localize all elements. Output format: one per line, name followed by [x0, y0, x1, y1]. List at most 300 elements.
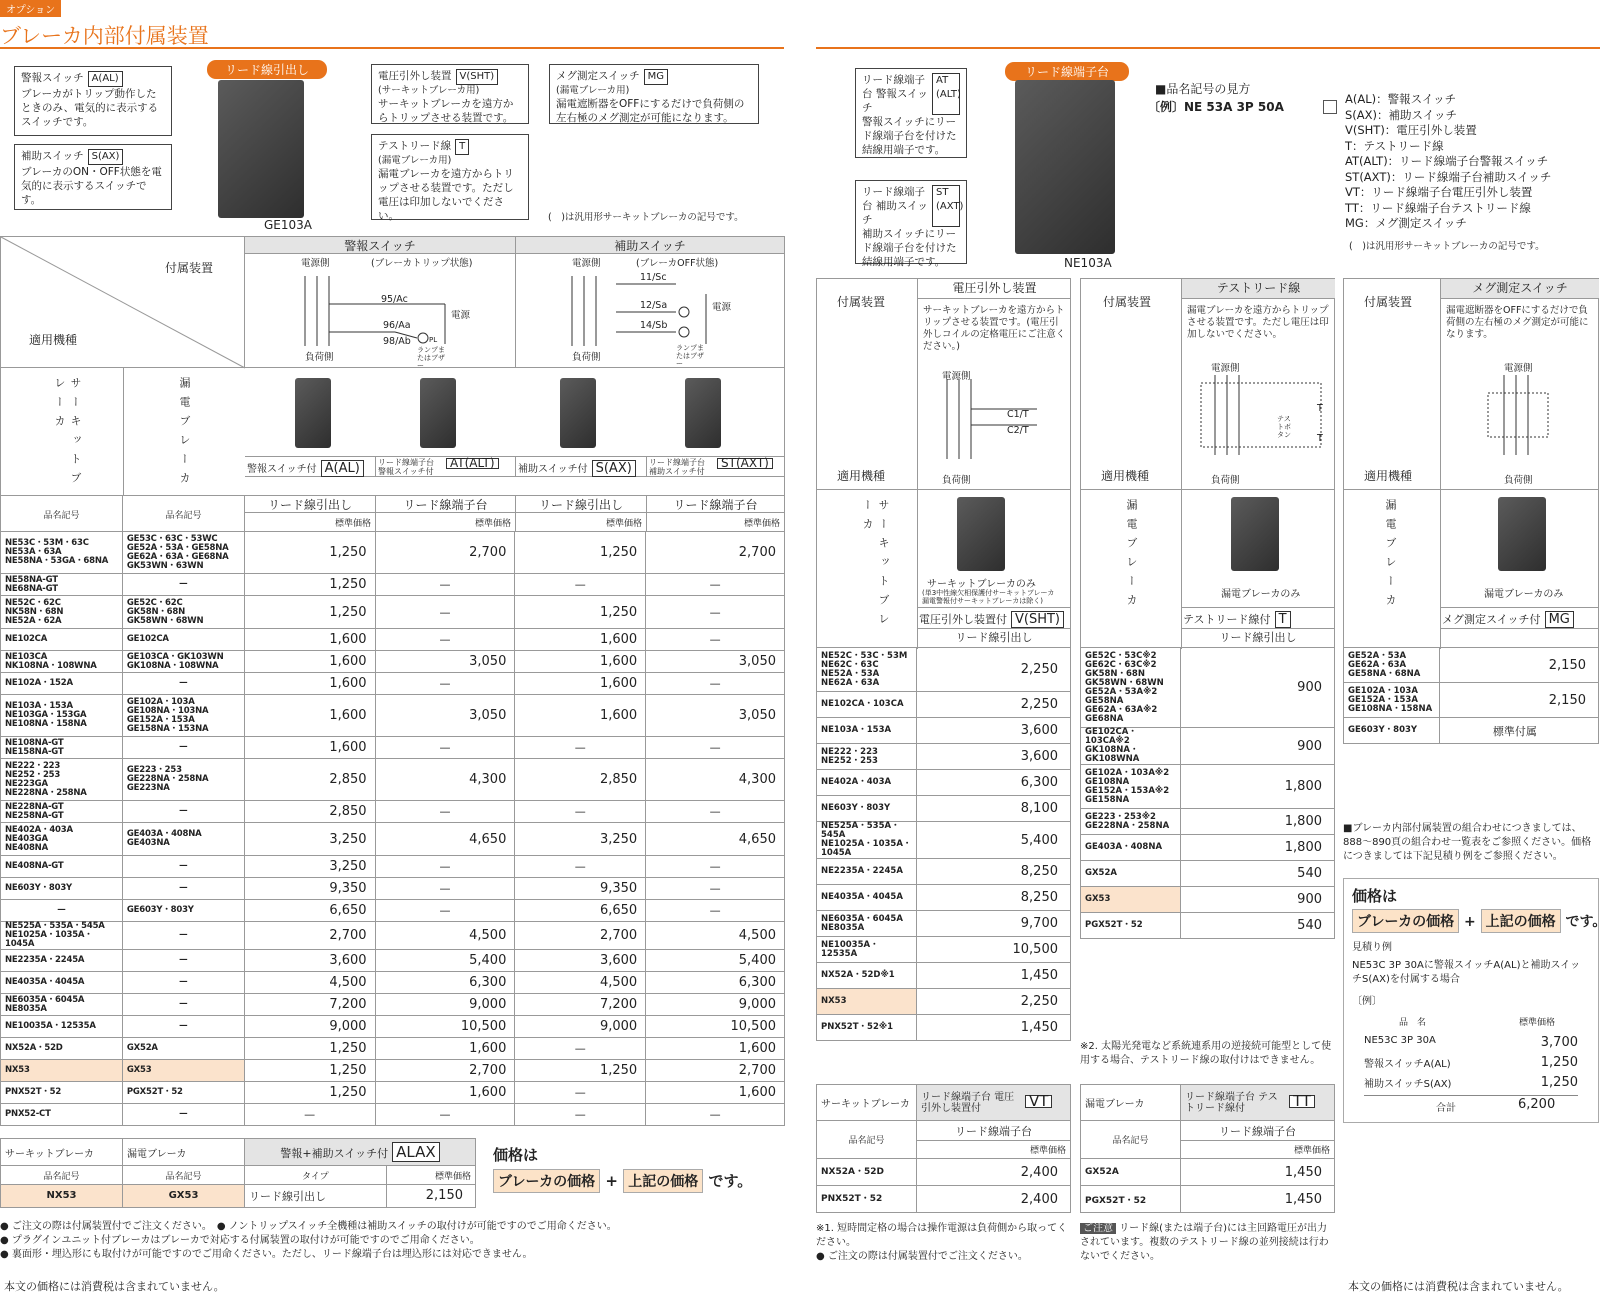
part-number-cell: —	[122, 574, 244, 596]
legend-example: 〔例〕NE 53A 3P 50A	[1148, 100, 1284, 114]
lead-out-pill: リード線引出し	[207, 60, 327, 79]
price-cell: 1,600	[244, 629, 375, 651]
price-cell: 8,250	[916, 885, 1070, 911]
mg-table-header: 付属装置 適用機種 メグ測定スイッチ 漏電遮断器をOFFにするだけで負荷側の左右極のメグ測定が可能になります。 電源側 負荷側 漏電ブレーカ 漏電ブレーカのみ メグ測定スイッチ付 MG	[1343, 278, 1599, 648]
part-number-cell: GE102A・103A※2 GE108NA GE152A・153A※2 GE158NA	[1081, 765, 1181, 809]
part-number-cell: GE52C・62C GK58N・68N GK58WN・68WN	[122, 596, 244, 629]
page-title: ブレーカ内部付属装置	[0, 24, 209, 48]
table-row	[1, 695, 785, 737]
price-cell: 4,300	[375, 759, 515, 801]
price-cell: 6,300	[916, 770, 1070, 796]
part-number-cell: PNX52T・52	[1, 1082, 123, 1104]
table-row	[1, 629, 785, 651]
legend-item: AT(ALT)：リード線端子台警報スイッチ	[1345, 154, 1549, 168]
caution-note: ご注意 リード線(または端子台)には主回路電圧が出力されています。複数のテストリード線の並列接続は行わないでください。	[1080, 1223, 1329, 1262]
table-row	[1, 801, 785, 823]
price-cell: 1,600	[375, 1082, 515, 1104]
price-cell: —	[375, 856, 515, 878]
price-cell: —	[646, 801, 785, 823]
table-row	[1, 651, 785, 673]
price-cell: 4,650	[375, 823, 515, 856]
part-number-cell: NE228NA-GT NE258NA-GT	[1, 801, 123, 823]
price-cell: 4,500	[375, 922, 515, 950]
price-cell: 2,250	[916, 692, 1070, 718]
price-cell: —	[515, 1038, 646, 1060]
part-number-cell: GE403A・408NA	[1081, 835, 1181, 861]
price-cell: —	[646, 673, 785, 695]
table-row	[817, 796, 1071, 822]
part-number-cell: PGX52T・52	[122, 1082, 244, 1104]
part-number-cell: GE52A・53A GE62A・63A GE58NA・68NA	[1344, 648, 1440, 683]
part-number-cell: —	[122, 950, 244, 972]
part-number-cell: —	[122, 994, 244, 1016]
price-cell: 9,000	[375, 994, 515, 1016]
table-row	[1, 823, 785, 856]
price-cell: —	[375, 878, 515, 900]
table-row	[817, 885, 1071, 911]
price-cell: 2,850	[515, 759, 646, 801]
test-note: ※2. 太陽光発電など系統連系用の逆接続可能型として使用する場合、テストリード線の取付けはできません。	[1080, 1041, 1332, 1066]
col-al-label: 警報スイッチ付 A(AL)	[245, 457, 376, 477]
part-number-cell: NE2235A・2245A	[817, 859, 917, 885]
part-number-cell: NE102A・152A	[1, 673, 123, 695]
price-cell: 5,400	[375, 950, 515, 972]
table-row	[1, 922, 785, 950]
table-row	[817, 744, 1071, 770]
table-row	[817, 822, 1071, 859]
legend-list	[1345, 92, 1551, 232]
price-cell: 3,050	[646, 695, 785, 737]
table-row	[1081, 887, 1335, 913]
estimate-box: 価格は ブレーカの価格 + 上記の価格 です。 見積り例 NE53C 3P 30Aに警報スイッチA(AL)と補助スイッチS(AX)を付属する場合 〔例〕 品 名 標準価格 NE53C 3P 30A 3,700 警報スイッチA(AL) 1,250 補助スイッチS(AX) 1,250 合計 6,200	[1343, 878, 1599, 1123]
price-cell: 1,450	[916, 1015, 1070, 1041]
aux-group-header: 補助スイッチ	[516, 237, 784, 254]
part-number-cell: NX52A・52D※1	[817, 963, 917, 989]
main-subheader: 品名記号 品名記号 リード線引出し リード線端子台 リード線引出し リード線端子台 標準価格 標準価格 標準価格 標準価格	[0, 496, 785, 532]
main-table-header	[0, 236, 785, 496]
price-cell: —	[646, 574, 785, 596]
legend-item: TT：リード線端子台テストリード線	[1345, 200, 1531, 215]
part-number-cell: NE10035A・12535A	[1, 1016, 123, 1038]
price-cell: 2,700	[244, 922, 375, 950]
price-cell: 1,600	[244, 737, 375, 759]
price-cell: —	[375, 1104, 515, 1126]
legend-item: A(AL)：警報スイッチ	[1345, 92, 1457, 106]
price-cell: 4,500	[515, 972, 646, 994]
price-cell: 10,500	[916, 937, 1070, 963]
col-ax-label: 補助スイッチ付 S(AX)	[516, 457, 647, 477]
table-row	[1, 856, 785, 878]
price-cell: 1,600	[515, 651, 646, 673]
price-cell: 2,250	[916, 648, 1070, 692]
st-callout: リード線端子台 補助スイッチ ST (AXT) 補助スイッチにリード線端子台を付けた結線用端子です。	[855, 180, 967, 264]
part-number-cell: GE53C・63C・53WC GE52A・53A・GE58NA GE62A・63A・GE68NA GK53WN・63WN	[122, 532, 244, 574]
col-alt-label: リード線端子台 警報スイッチ付AT(ALT)	[376, 457, 516, 477]
price-cell: 2,850	[244, 759, 375, 801]
table-row	[817, 963, 1071, 989]
table-row	[1, 1104, 785, 1126]
part-number-cell: NE103A・153A NE103GA・153GA NE108NA・158NA	[1, 695, 123, 737]
legend-title: ■品名記号の見方	[1155, 82, 1251, 96]
price-cell: 4,650	[646, 823, 785, 856]
price-cell: —	[646, 596, 785, 629]
title-rule	[0, 47, 784, 49]
price-cell: 3,600	[916, 718, 1070, 744]
price-cell: 3,250	[515, 823, 646, 856]
price-cell: 6,300	[646, 972, 785, 994]
table-row	[1, 878, 785, 900]
price-cell: 1,600	[646, 1082, 785, 1104]
title-rule-right	[816, 47, 1600, 49]
part-number-cell: GE103CA・GK103WN GK108NA・108WNA	[122, 651, 244, 673]
part-number-cell: PGX52T・52	[1081, 913, 1181, 939]
price-formula-left: 価格は ブレーカの価格 + 上記の価格 です。	[493, 1144, 752, 1193]
footer-left: 本文の価格には消費税は含まれていません。	[4, 1280, 225, 1293]
price-cell: 2,850	[244, 801, 375, 823]
price-cell: 9,000	[646, 994, 785, 1016]
table-row	[1081, 728, 1335, 765]
price-cell: 2,150	[1439, 683, 1598, 718]
table-row	[1, 673, 785, 695]
part-number-cell: GE52C・53C※2 GE62C・63C※2 GK58N・68N GK58WN・68WN GE52A・53A※2 GE58NA GE62A・63A※2 GE68NA	[1081, 648, 1181, 728]
shunt-callout: 電圧引外し装置 V(SHT) (サーキットブレーカ用) サーキットブレーカを遠方からトリップさせる装置です。	[371, 64, 529, 124]
price-cell: 1,250	[244, 1060, 375, 1082]
price-cell: —	[375, 801, 515, 823]
price-cell: 1,800	[1180, 835, 1334, 861]
table-row	[1, 1016, 785, 1038]
part-number-cell: GE603Y・803Y	[122, 900, 244, 922]
table-row	[1, 994, 785, 1016]
table-row	[1, 737, 785, 759]
part-number-cell: GX52A	[122, 1038, 244, 1060]
part-number-cell: NE58NA-GT NE68NA-GT	[1, 574, 123, 596]
table-row	[1081, 765, 1335, 809]
legend-item: VT：リード線端子台電圧引外し装置	[1345, 185, 1533, 199]
price-cell: 1,600	[244, 651, 375, 673]
part-number-cell: —	[122, 972, 244, 994]
shunt-price-table	[816, 647, 1071, 1041]
price-cell: 1,250	[244, 1082, 375, 1104]
price-cell: 1,600	[515, 629, 646, 651]
price-cell: 1,800	[1180, 809, 1334, 835]
right-photo-label: NE103A	[1064, 256, 1112, 270]
megger-callout: メグ測定スイッチ MG (漏電ブレーカ用) 漏電遮断器をOFFにするだけで負荷側の左右極のメグ測定が可能になります。	[549, 64, 759, 124]
price-cell: 1,250	[515, 1060, 646, 1082]
part-number-cell: NE53C・53M・63C NE53A・63A NE58NA・53GA・68NA	[1, 532, 123, 574]
price-cell: 1,600	[646, 1038, 785, 1060]
legend-item: MG：メグ測定スイッチ	[1345, 216, 1467, 230]
price-cell: 2,700	[375, 532, 515, 574]
price-cell: —	[515, 1082, 646, 1104]
part-number-cell: NE402A・403A NE403GA NE408NA	[1, 823, 123, 856]
price-cell: 2,250	[916, 989, 1070, 1015]
price-cell: —	[375, 596, 515, 629]
price-cell: —	[375, 574, 515, 596]
price-cell: 2,700	[515, 922, 646, 950]
price-cell: 10,500	[375, 1016, 515, 1038]
table-row	[817, 911, 1071, 937]
part-number-cell: NE102CA・103CA	[817, 692, 917, 718]
part-number-cell: NX52A・52D	[1, 1038, 123, 1060]
main-price-table	[0, 531, 785, 1126]
photo-label: GE103A	[264, 218, 312, 232]
part-number-cell: —	[122, 673, 244, 695]
part-number-cell: —	[122, 922, 244, 950]
breaker-photo	[218, 80, 304, 218]
price-cell: 540	[1180, 913, 1334, 939]
legend-note: ( )は汎用形サーキットブレーカの記号です。	[1349, 241, 1545, 252]
part-number-cell: GE102A・103A GE152A・153A GE108NA・158NA	[1344, 683, 1440, 718]
part-number-cell: NE10035A・12535A	[817, 937, 917, 963]
price-cell: 7,200	[515, 994, 646, 1016]
table-row	[1081, 913, 1335, 939]
alarm-switch-callout: 警報スイッチ A(AL) ブレーカがトリップ動作したときのみ、電気的に表示するスイッチです。	[14, 66, 172, 136]
price-cell: 1,250	[244, 532, 375, 574]
price-cell: 1,800	[1180, 765, 1334, 809]
price-cell: 3,050	[375, 651, 515, 673]
price-cell: 4,300	[646, 759, 785, 801]
price-cell: 6,300	[375, 972, 515, 994]
table-row	[817, 648, 1071, 692]
part-number-cell: GE102CA・103CA※2 GK108NA・ GK108WNA	[1081, 728, 1181, 765]
right-notes: ※1. 短時間定格の場合は操作電源は負荷側から取ってください。 ● ご注文の際は付属装置付でご注文ください。	[816, 1223, 1068, 1262]
part-number-cell: NE52C・53C・53M NE62C・63C NE52A・53A NE62A・63A	[817, 648, 917, 692]
price-cell: 10,500	[646, 1016, 785, 1038]
vt-table: サーキットブレーカ リード線端子台 電圧引外し装置付 VT 品名記号 リード線端子台 標準価格 NX52A・52D 2,400 PNX52T・52 2,400	[816, 1084, 1071, 1213]
price-cell: 9,000	[244, 1016, 375, 1038]
table-row	[1081, 835, 1335, 861]
table-row	[1081, 809, 1335, 835]
price-cell: —	[515, 737, 646, 759]
price-cell: 1,600	[244, 673, 375, 695]
part-number-cell: NE102CA	[1, 629, 123, 651]
part-number-cell: GE223・253 GE228NA・258NA GE223NA	[122, 759, 244, 801]
price-cell: 1,250	[244, 596, 375, 629]
price-cell: 2,700	[646, 1060, 785, 1082]
estimate-row: 警報スイッチA(AL) 1,250	[1364, 1055, 1578, 1070]
accessory-header: 付属装置	[165, 261, 214, 275]
at-callout: リード線端子台 警報スイッチ AT (ALT) 警報スイッチにリード線端子台を付けた結線用端子です。	[855, 68, 967, 158]
terminal-breaker-photo	[1015, 80, 1115, 254]
part-number-cell: NE108NA-GT NE158NA-GT	[1, 737, 123, 759]
symbol-note: ( )は汎用形サーキットブレーカの記号です。	[548, 212, 744, 223]
part-number-cell: GE603Y・803Y	[1344, 718, 1440, 744]
part-number-cell: —	[122, 737, 244, 759]
table-row	[1, 1060, 785, 1082]
table-row	[1, 1038, 785, 1060]
price-cell: —	[646, 878, 785, 900]
estimate-row: 補助スイッチS(AX) 1,250	[1364, 1075, 1578, 1090]
table-row	[817, 718, 1071, 744]
price-cell: —	[646, 1104, 785, 1126]
part-number-cell: —	[122, 1016, 244, 1038]
price-cell: 2,150	[1439, 648, 1598, 683]
price-cell: 900	[1180, 648, 1334, 728]
aux-wiring-diagram: 電源側 (ブレーカOFF状態) 11/Sc 12/Sa 14/Sb 電源 負荷側 ランプまたはブザー	[516, 254, 784, 368]
price-cell: 3,600	[244, 950, 375, 972]
table-row	[1344, 718, 1599, 744]
price-cell: 7,200	[244, 994, 375, 1016]
legend-item: ST(AXT)：リード線端子台補助スイッチ	[1345, 169, 1552, 184]
price-cell: 1,600	[515, 695, 646, 737]
part-number-cell: NE52C・62C NK58N・68N NE52A・62A	[1, 596, 123, 629]
mg-price-table	[1343, 647, 1599, 744]
table-row	[1, 596, 785, 629]
table-row	[1, 950, 785, 972]
part-number-cell: GX52A	[1081, 861, 1181, 887]
table-row	[1, 972, 785, 994]
part-number-cell: NE6035A・6045A NE8035A	[1, 994, 123, 1016]
table-row	[1081, 648, 1335, 728]
price-cell: —	[646, 856, 785, 878]
legend-item: S(AX)：補助スイッチ	[1345, 107, 1458, 122]
alarm-group-header: 警報スイッチ	[245, 237, 516, 254]
part-number-cell: NX53	[1, 1060, 123, 1082]
price-cell: —	[375, 900, 515, 922]
table-row	[1344, 648, 1599, 683]
price-cell: 900	[1180, 728, 1334, 765]
table-row	[1, 759, 785, 801]
part-number-cell: —	[1, 900, 123, 922]
estimate-row: NE53C 3P 30A 3,700	[1364, 1035, 1578, 1050]
part-number-cell: NE402A・403A	[817, 770, 917, 796]
tt-table: 漏電ブレーカ リード線端子台 テストリード線付 TT 品名記号 リード線端子台 標準価格 GX52A 1,450 PGX52T・52 1,450	[1080, 1084, 1335, 1213]
test-lead-callout: テストリード線 T (漏電ブレーカ用) 漏電ブレーカを遠方からトリップさせる装置です。ただし電圧は印加しないでください。	[371, 134, 529, 220]
test-table-header: 付属装置 適用機種 テストリード線 漏電ブレーカを遠方からトリップさせる装置です。ただし電圧は印加しないでください。 電源側 テストボタン T T 負荷側 漏電ブレーカ 漏電ブレーカのみ テストリード線付 T リード線引出し	[1080, 278, 1335, 648]
table-row	[817, 859, 1071, 885]
breaker-photo-al	[295, 378, 331, 448]
combo-note: ■ブレーカ内部付属装置の組合わせにつきましては、888〜890頁の組合わせ一覧表をご参照ください。価格につきましては下記見積り例をご参照ください。	[1343, 823, 1592, 862]
part-number-cell: NE4035A・4045A	[817, 885, 917, 911]
price-cell: 900	[1180, 887, 1334, 913]
part-number-cell: NE222・223 NE252・253	[817, 744, 917, 770]
table-row	[817, 692, 1071, 718]
price-cell: —	[646, 629, 785, 651]
elb-vertical-label: 漏電ブレーカ	[178, 377, 191, 491]
breaker-photo-axt	[685, 378, 721, 448]
breaker-photo-ax	[560, 378, 596, 448]
table-row	[817, 937, 1071, 963]
part-number-cell: —	[122, 856, 244, 878]
price-cell: 3,050	[375, 695, 515, 737]
price-cell: 1,450	[916, 963, 1070, 989]
breaker-photo-alt	[420, 378, 456, 448]
price-cell: —	[375, 629, 515, 651]
part-number-cell: NE603Y・803Y	[1, 878, 123, 900]
part-number-cell: NE103CA NK108NA・108WNA	[1, 651, 123, 673]
alarm-wiring-diagram: 電源側 (ブレーカトリップ状態) 95/Ac 96/Aa 98/Ab 電源 PL 負荷側 ランプまたはブザー	[245, 254, 516, 368]
price-cell: 1,250	[244, 1038, 375, 1060]
part-number-cell: NE408NA-GT	[1, 856, 123, 878]
aux-switch-callout: 補助スイッチ S(AX) ブレーカのON・OFF状態を電気的に表示するスイッチです。	[14, 144, 172, 210]
price-cell: —	[646, 737, 785, 759]
part-number-cell: NE2235A・2245A	[1, 950, 123, 972]
price-cell: —	[515, 1104, 646, 1126]
price-cell: 9,700	[916, 911, 1070, 937]
price-cell: —	[515, 856, 646, 878]
cb-vertical-label: サーキットブレーカ	[53, 377, 82, 491]
table-row	[817, 989, 1071, 1015]
price-cell: 1,600	[375, 1038, 515, 1060]
price-cell: —	[375, 737, 515, 759]
part-number-cell: NE4035A・4045A	[1, 972, 123, 994]
price-cell: 6,650	[244, 900, 375, 922]
left-notes: ● ご注文の際は付属装置付でご注文ください。 ● ノントリップスイッチ全機種は補助スイッチの取付けが可能ですのでご用命ください。 ● プラグインユニット付ブレーカはブレーカで対応する付属装置の取付けが可能ですのでご用命ください。 ● 裏面形・埋込形にも取付けが可能ですのでご用命ください。ただし、リード線端子台は埋込形には対応できません。	[0, 1221, 617, 1260]
price-cell: 9,350	[244, 878, 375, 900]
part-number-cell: NE222・223 NE252・253 NE223GA NE228NA・258NA	[1, 759, 123, 801]
price-cell: 1,250	[515, 532, 646, 574]
legend-item: V(SHT)：電圧引外し装置	[1345, 123, 1477, 137]
table-row	[817, 1015, 1071, 1041]
lead-terminal-pill: リード線端子台	[1005, 62, 1129, 81]
part-number-cell: GE403A・408NA GE403NA	[122, 823, 244, 856]
price-cell: 8,250	[916, 859, 1070, 885]
price-cell: 2,700	[646, 532, 785, 574]
price-cell: —	[515, 801, 646, 823]
part-number-cell: GX53	[1081, 887, 1181, 913]
part-number-cell: NE103A・153A	[817, 718, 917, 744]
part-number-cell: —	[122, 1104, 244, 1126]
price-cell: —	[646, 900, 785, 922]
part-number-cell: PNX52T・52※1	[817, 1015, 917, 1041]
part-number-cell: GE102CA	[122, 629, 244, 651]
footer-right: 本文の価格には消費税は含まれていません。	[1348, 1280, 1569, 1293]
part-number-cell: PNX52-CT	[1, 1104, 123, 1126]
legend-box	[1323, 100, 1337, 114]
price-cell: 標準付属	[1439, 718, 1598, 744]
legend-item: T：テストリード線	[1345, 138, 1444, 153]
col-axt-label: リード線端子台 補助スイッチ付ST(AXT)	[647, 457, 784, 477]
price-cell: 1,250	[515, 596, 646, 629]
table-row	[1, 900, 785, 922]
price-cell: 4,500	[244, 972, 375, 994]
alax-table: サーキットブレーカ 漏電ブレーカ 警報+補助スイッチ付 ALAX 品名記号 品名記号 タイプ 標準価格 NX53 GX53 リード線引出し 2,150	[0, 1138, 476, 1208]
price-cell: 9,000	[515, 1016, 646, 1038]
price-cell: —	[244, 1104, 375, 1126]
table-row	[1, 532, 785, 574]
part-number-cell: NE525A・535A・545A NE1025A・1035A・1045A	[1, 922, 123, 950]
part-number-cell: —	[122, 801, 244, 823]
part-number-cell: GX53	[122, 1060, 244, 1082]
price-cell: —	[515, 574, 646, 596]
part-number-cell: GE223・253※2 GE228NA・258NA	[1081, 809, 1181, 835]
table-row	[1, 1082, 785, 1104]
models-header: 適用機種	[29, 333, 78, 347]
option-tag: オプション	[0, 0, 61, 17]
shunt-table-header: 付属装置 適用機種 電圧引外し装置 サーキットブレーカを遠方からトリップさせる装置です。(電圧引外しコイルの定格電圧にご注意ください。) 電源側 C1/T C2/T 負荷側 サーキットブレーカ サーキットブレーカのみ (単3中性線欠相保護付サーキットブレーカ 漏電警報付サーキットブレーカは除く) 電圧引外し装置付 V(SHT) リード線引出し	[816, 278, 1071, 648]
part-number-cell: NE603Y・803Y	[817, 796, 917, 822]
price-cell: 1,250	[244, 574, 375, 596]
price-cell: 3,250	[244, 823, 375, 856]
price-cell: 9,350	[515, 878, 646, 900]
table-row	[1, 574, 785, 596]
table-row	[1344, 683, 1599, 718]
price-cell: 4,500	[646, 922, 785, 950]
price-cell: 3,050	[646, 651, 785, 673]
price-cell: 1,600	[515, 673, 646, 695]
price-cell: —	[375, 673, 515, 695]
price-cell: 2,700	[375, 1060, 515, 1082]
part-number-cell: NX53	[817, 989, 917, 1015]
price-cell: 3,600	[916, 744, 1070, 770]
part-number-cell: —	[122, 878, 244, 900]
price-cell: 6,650	[515, 900, 646, 922]
price-cell: 5,400	[916, 822, 1070, 859]
table-row	[817, 770, 1071, 796]
table-row	[1081, 861, 1335, 887]
part-number-cell: NE6035A・6045A NE8035A	[817, 911, 917, 937]
part-number-cell: GE102A・103A GE108NA・103NA GE152A・153A GE158NA・153NA	[122, 695, 244, 737]
